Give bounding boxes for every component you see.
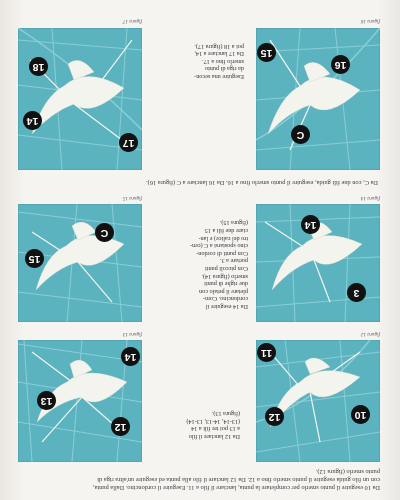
callout-10: 10 — [351, 405, 370, 424]
callout-16: 16 — [331, 55, 350, 74]
callout-14b: 14 — [301, 215, 320, 234]
callout-11: 11 — [257, 343, 276, 362]
figure-17-caption: Eseguire una secon- da riga di punto smerlo fino a 17. Da 17 lanciare a 14, poi a 18 (figura 17). — [194, 42, 244, 80]
figure-15-caption: Da 14 eseguire il cordoncino. Com- pletare il petalo con due righe di punti smerlo (figura 14). Con piccoli punti portare a 3. Con punti di cordon- cino spostarsi a C (cen- tro del calice) e lan- ciare due fili a 15 (figura 15). — [189, 219, 248, 310]
lace-photo-12 — [256, 340, 380, 462]
instruction-line-3: punto smerlo (figura 12). — [315, 468, 380, 475]
figure-12-photo — [256, 340, 380, 462]
callout-18: 18 — [29, 57, 48, 76]
callout-12: 12 — [265, 407, 284, 426]
figure-14-photo — [256, 204, 380, 322]
callout-C: C — [95, 223, 114, 242]
figure-14-label: figura 14 — [360, 195, 380, 201]
callout-15: 15 — [25, 249, 44, 268]
figure-13-photo — [18, 340, 142, 462]
figure-15-photo — [18, 204, 142, 322]
callout-15b: 15 — [257, 43, 276, 62]
callout-14c: 14 — [23, 111, 42, 130]
figure-17-label: figura 17 — [122, 18, 142, 24]
figure-16-label: figura 16 — [360, 18, 380, 24]
callout-14: 14 — [121, 347, 140, 366]
callout-12b: 12 — [111, 417, 130, 436]
callout-17: 17 — [119, 133, 138, 152]
callout-13: 13 — [37, 391, 56, 410]
callout-Cb: C — [291, 125, 310, 144]
callout-3: 3 — [347, 283, 366, 302]
instruction-mid: Da C, con due fili guida, eseguire il punto smerlo fino a 16. Da 16 lanciare a C (figura 16). — [146, 179, 378, 186]
figure-17-photo — [18, 28, 142, 170]
instruction-line-1: Da 10 eseguire il punto smerlo per completare la punta, lanciare il filo a 11. Eseguire il cordoncino. Dalla punta, — [92, 484, 380, 491]
figure-15-label: figura 15 — [122, 195, 142, 201]
figure-12-label: figura 12 — [360, 331, 380, 337]
instruction-line-2: con un filo guida eseguire il punto smerlo fino a 12. Da 12 lanciare il filo alla punta ed eseguire un'altra riga di — [97, 476, 380, 483]
figure-13-label: figura 13 — [122, 331, 142, 337]
figure-16-photo — [256, 28, 380, 170]
figure-13-caption: Da 12 lanciare il filo a 13 poi tre fili a 14 (13-14, 14-13, 13-14) (figura 13). — [186, 410, 240, 440]
